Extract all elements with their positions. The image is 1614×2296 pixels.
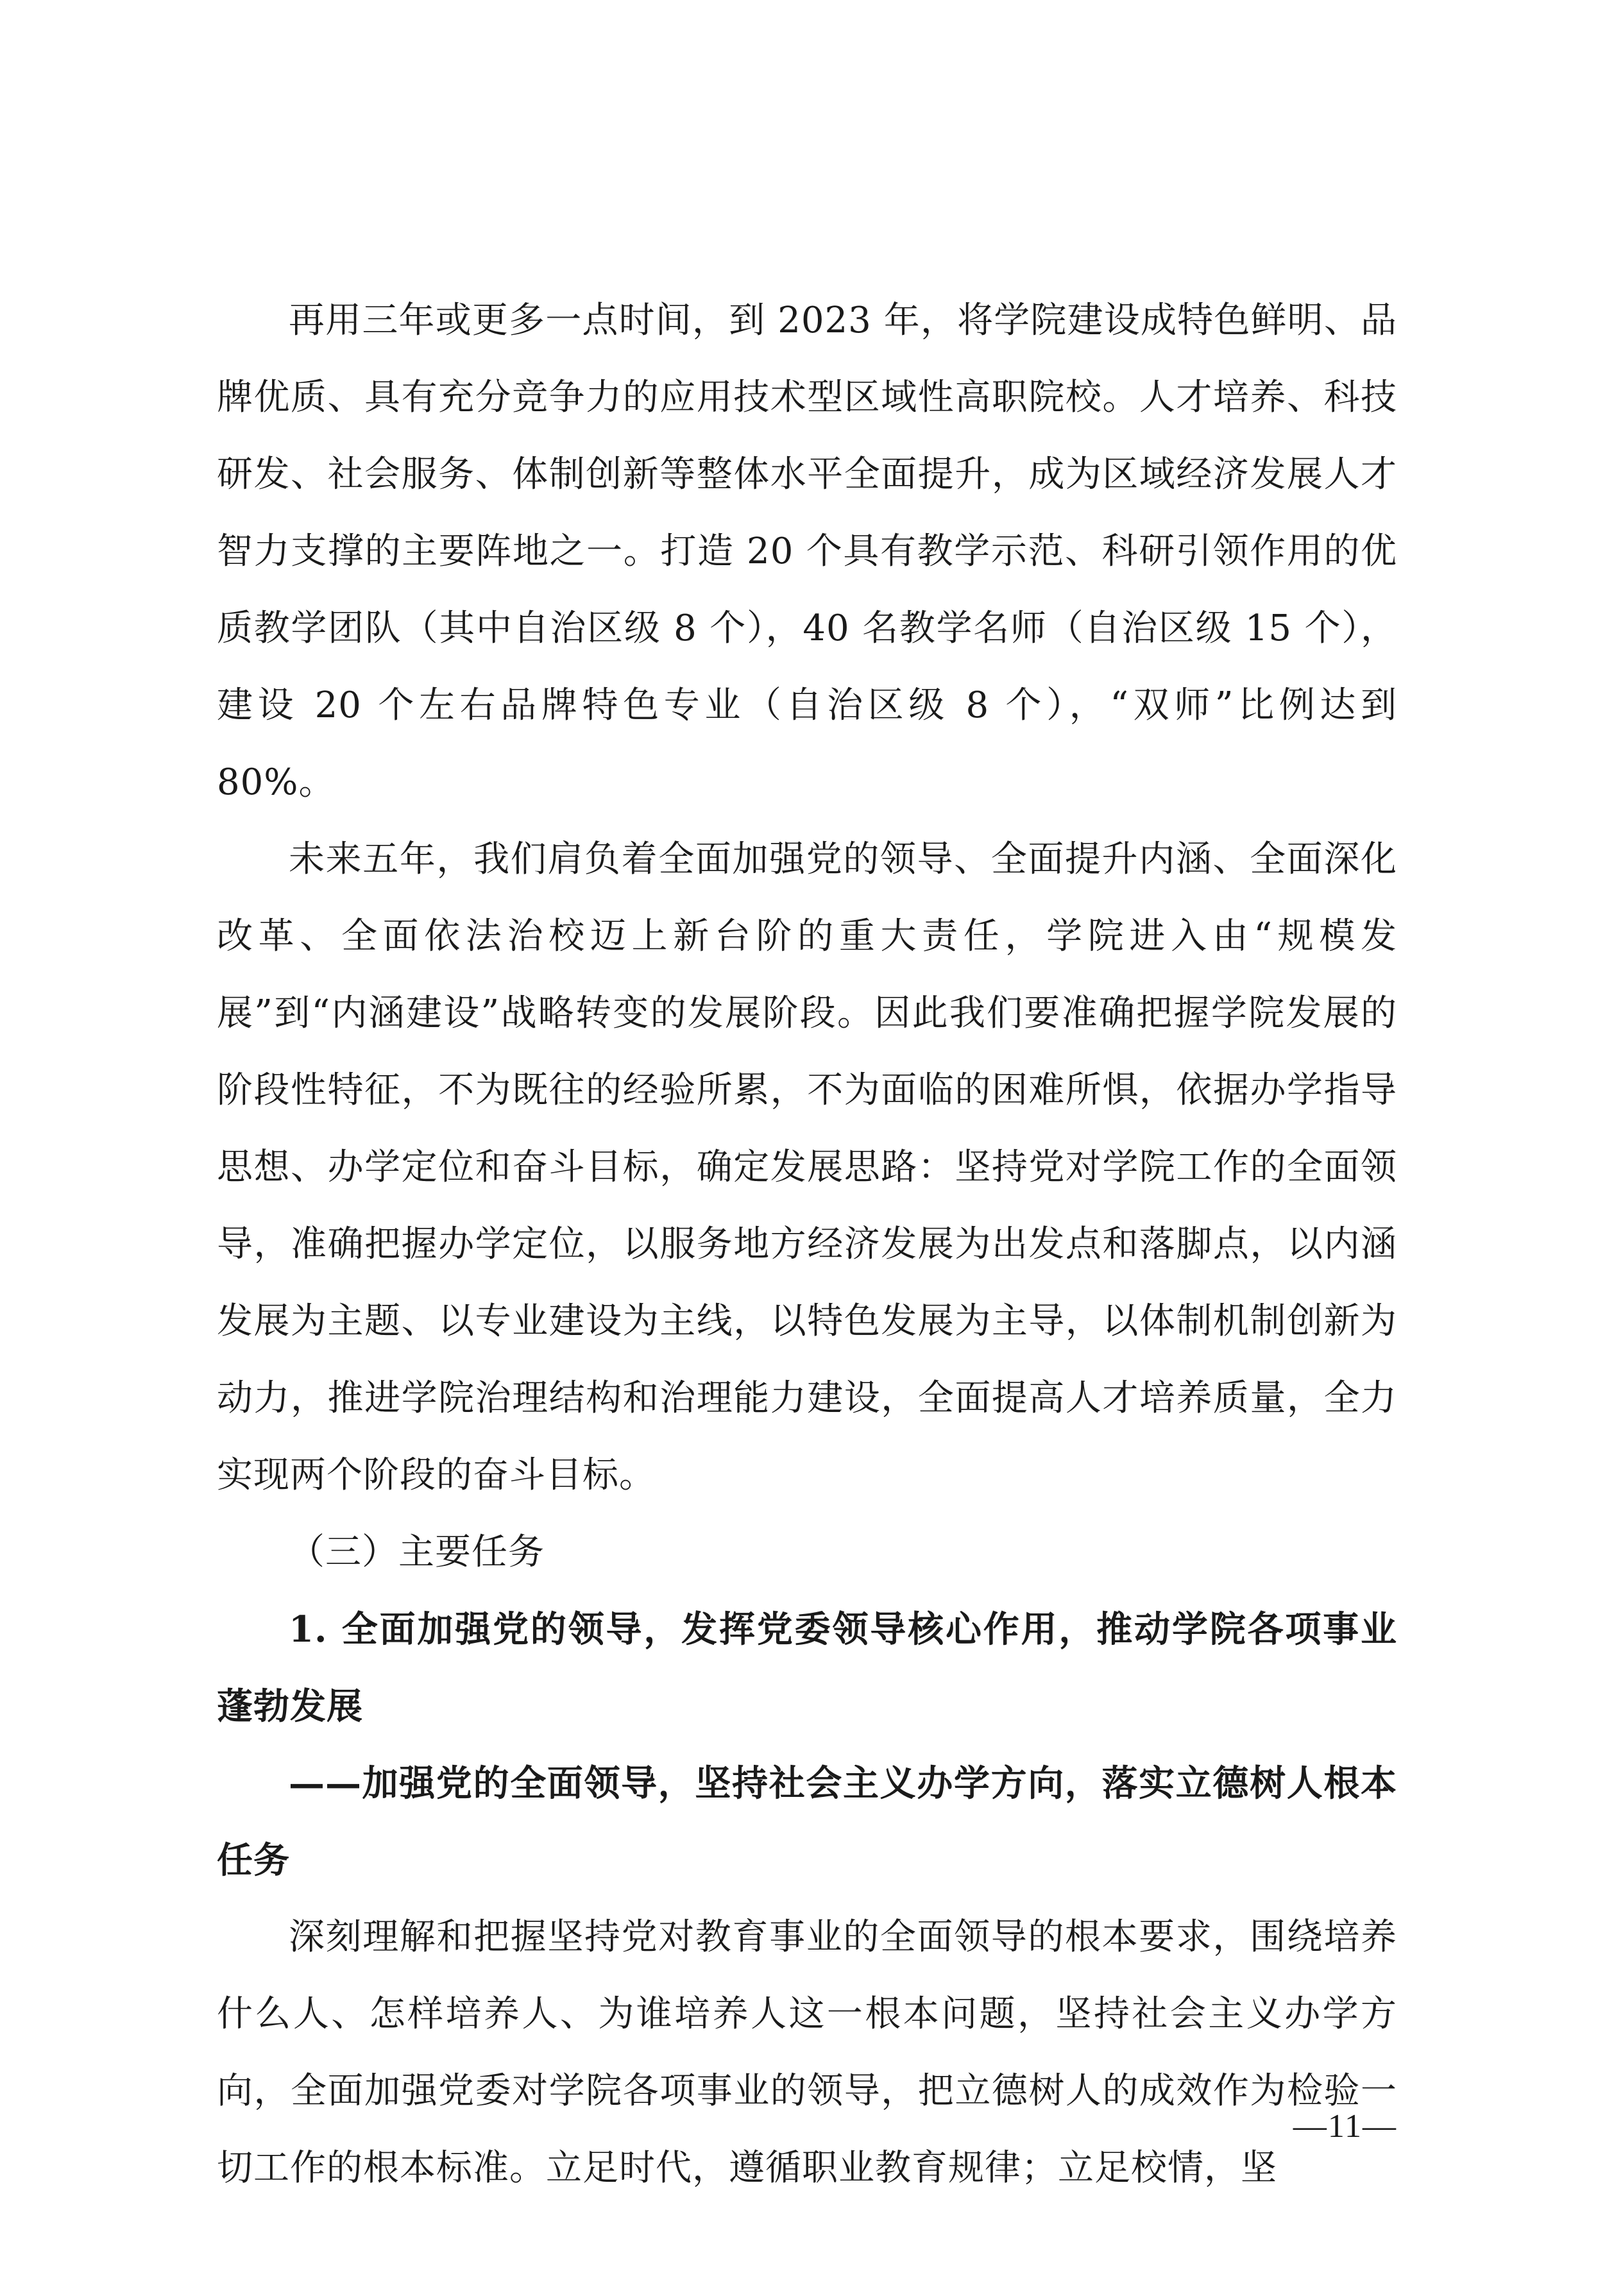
- task-heading-1: 1. 全面加强党的领导，发挥党委领导核心作用，推动学院各项事业蓬勃发展: [217, 1608, 1397, 1728]
- paragraph-goals-2023: 再用三年或更多一点时间，到 2023 年，将学院建设成特色鲜明、品牌优质、具有充分竞争力的应用技术型区域性高职院校。人才培养、科技研发、社会服务、体制创新等整体水平全面提升，成为区域经济发展人才智力支撑的主要阵地之一。打造 20 个具有教学示范、科研引领作用的优质教学团队（其中自治区级 8 个），40 名教学名师（自治区级 15 个），建设 20 个左右品牌特色专业（自治区级 8 个），“双师”比例达到 80%。: [217, 300, 1397, 803]
- paragraph-five-year-plan: 未来五年，我们肩负着全面加强党的领导、全面提升内涵、全面深化改革、全面依法治校迈上新台阶的重大责任，学院进入由“规模发展”到“内涵建设”战略转变的发展阶段。因此我们要准确把握学院发展的阶段性特征，不为既往的经验所累，不为面临的困难所惧，依据办学指导思想、办学定位和奋斗目标，确定发展思路：坚持党对学院工作的全面领导，准确把握办学定位，以服务地方经济发展为出发点和落脚点，以内涵发展为主题、以专业建设为主线，以特色发展为主导，以体制机制创新为动力，推进学院治理结构和治理能力建设，全面提高人才培养质量，全力实现两个阶段的奋斗目标。: [217, 838, 1397, 1496]
- body-text: [217, 282, 1397, 2207]
- section-heading-main-tasks: （三）主要任务: [289, 1531, 545, 1573]
- paragraph-party-leadership: 深刻理解和把握坚持党对教育事业的全面领导的根本要求，围绕培养什么人、怎样培养人、为谁培养人这一根本问题，坚持社会主义办学方向，全面加强党委对学院各项事业的领导，把立德树人的成效作为检验一切工作的根本标准。立足时代，遵循职业教育规律；立足校情，坚: [217, 1916, 1397, 2189]
- page-number: —11—: [1293, 2108, 1397, 2145]
- subheading-party-leadership: ——加强党的全面领导，坚持社会主义办学方向，落实立德树人根本任务: [217, 1762, 1397, 1882]
